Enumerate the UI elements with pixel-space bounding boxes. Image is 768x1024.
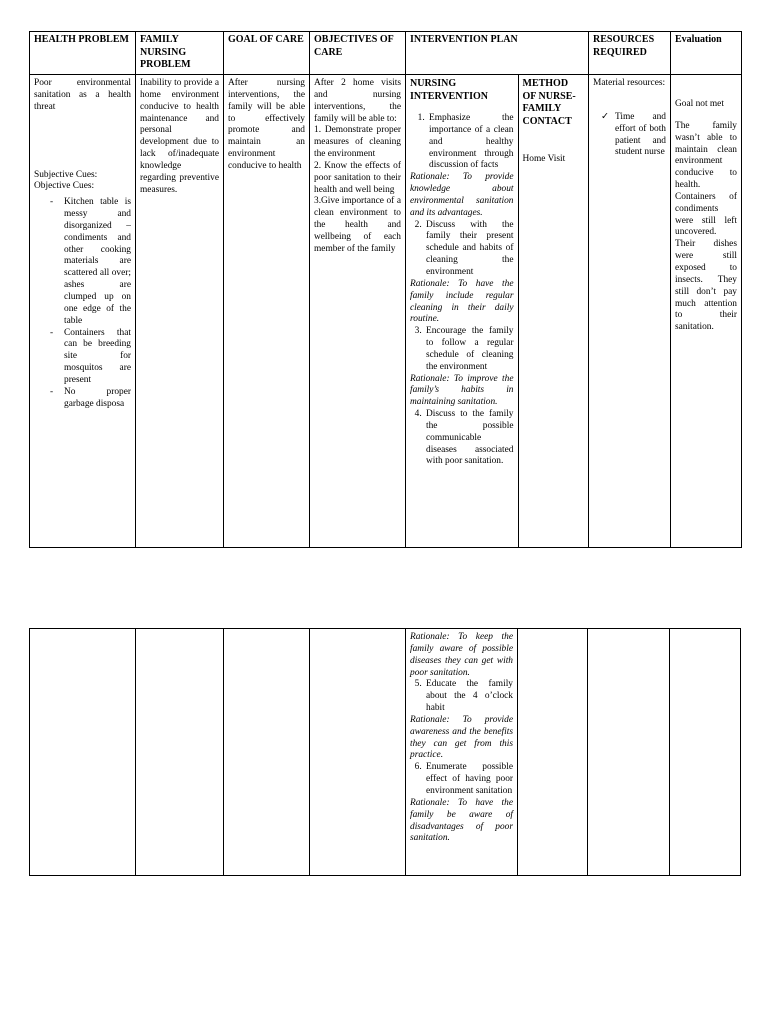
rationale-text: Rationale: To improve the family’s habits in maintaining sanitation. (410, 373, 514, 408)
evaluation-status: Goal not met (675, 99, 724, 109)
header-family-nursing-problem: FAMILY NURSING PROBLEM (136, 32, 224, 75)
resources-list (593, 112, 666, 159)
intervention-item: 3. Encourage the family to follow a regular schedule of cleaning the environment (424, 326, 514, 373)
empty-cell (670, 629, 741, 876)
nursing-intervention-heading: NURSING INTERVENTION (410, 78, 488, 102)
objective-cues-label: Objective Cues: (34, 181, 95, 192)
rationale-text: Rationale: To provide awareness and the benefits they can get from this practice. (410, 714, 513, 761)
method-of-contact-cell (518, 75, 588, 547)
intervention-item: 6. Enumerate possible effect of having poor environment sanitation (424, 762, 513, 798)
intervention-item: 5. Educate the family about the 4 o’clock habit (424, 679, 513, 715)
objectives-intro: After 2 home visits and nursing interventions, the family will be able to: (314, 78, 401, 124)
evaluation-cell (671, 75, 742, 548)
rationale-text: Rationale: To have the family be aware of disadvantages of poor sanitation. (410, 797, 513, 844)
cue-item: - Containers that can be breeding site for mosquitos are present (50, 327, 131, 385)
resources-label: Material resources: (593, 78, 666, 88)
objective-item: 3.Give importance of a clean environment to the health and wellbeing of each member of the family (314, 196, 401, 254)
health-problem-cell (30, 75, 136, 548)
cues-list (34, 197, 131, 410)
subjective-cues-label: Subjective Cues: (34, 169, 98, 180)
empty-cell (518, 629, 588, 876)
resource-item: ✓ Time and effort of both patient and student nurse (601, 111, 666, 158)
interventions-list (410, 113, 514, 172)
resources-cell (589, 75, 671, 548)
method-of-contact-value: Home Visit (522, 154, 566, 164)
header-evaluation: Evaluation (671, 32, 742, 75)
evaluation-text: The family wasn’t able to maintain clean environment conducive to health. Containers of condiments were still left uncovered. Their dishes were still exposed to insects. They still don’t pay much attention to their sanitation. (675, 120, 737, 333)
header-resources-required: RESOURCES REQUIRED (589, 32, 671, 75)
header-objectives-of-care: OBJECTIVES OF CARE (310, 32, 406, 75)
care-plan-table (29, 31, 742, 548)
objectives-cell (310, 75, 406, 548)
header-goal-of-care: GOAL OF CARE (224, 32, 310, 75)
intervention-item: 2. Discuss with the family their present schedule and habits of cleaning the environment (424, 220, 514, 279)
goal-of-care-cell: After nursing interventions, the family will be able to effectively promote and maintain an environment conducive to health (224, 75, 310, 548)
header-row (30, 32, 742, 75)
intervention-item: 1. Emphasize the importance of a clean and healthy environment through discussion of facts (427, 113, 514, 172)
rationale-text: Rationale: To have the family include regular cleaning in their daily routine. (410, 278, 514, 325)
empty-cell (136, 629, 224, 876)
cue-item: - Kitchen table is messy and disorganized – condiments and other cooking materials are scattered all over; ashes are clumped up on one edge of the table (50, 197, 131, 326)
empty-cell (30, 629, 136, 876)
health-problem-text: Poor environmental sanitation as a health threat (34, 78, 131, 112)
nursing-intervention-cell-continued (406, 629, 518, 876)
care-plan-row-continued (30, 629, 741, 876)
header-health-problem: HEALTH PROBLEM (30, 32, 136, 75)
care-plan-table-continued (29, 628, 741, 876)
empty-cell (224, 629, 310, 876)
family-nursing-problem-cell: Inability to provide a home environment conducive to health maintenance and personal development due to lack of/inadequate knowledge regarding preventive measures. (136, 75, 224, 548)
rationale-text: Rationale: To provide knowledge about environmental sanitation and its advantages. (410, 172, 514, 218)
rationale-text: Rationale: To keep the family aware of possible diseases they can get with poor sanitation. (410, 632, 513, 678)
intervention-plan-cell (406, 75, 589, 548)
objective-item: 1. Demonstrate proper measures of cleaning the environment (314, 125, 401, 160)
intervention-item: 4. Discuss to the family the possible communicable diseases associated with poor sanitation. (424, 409, 514, 468)
care-plan-row (30, 75, 742, 548)
nursing-intervention-cell (406, 75, 518, 547)
header-intervention-plan: INTERVENTION PLAN (406, 32, 589, 75)
objective-item: 2. Know the effects of poor sanitation to their health and well being (314, 160, 401, 195)
empty-cell (588, 629, 670, 876)
checkmark-icon: ✓ (601, 111, 609, 122)
empty-cell (310, 629, 406, 876)
method-of-contact-heading: METHOD OF NURSE-FAMILY CONTACT (522, 78, 576, 127)
cue-item: - No proper garbage disposa (50, 386, 131, 409)
